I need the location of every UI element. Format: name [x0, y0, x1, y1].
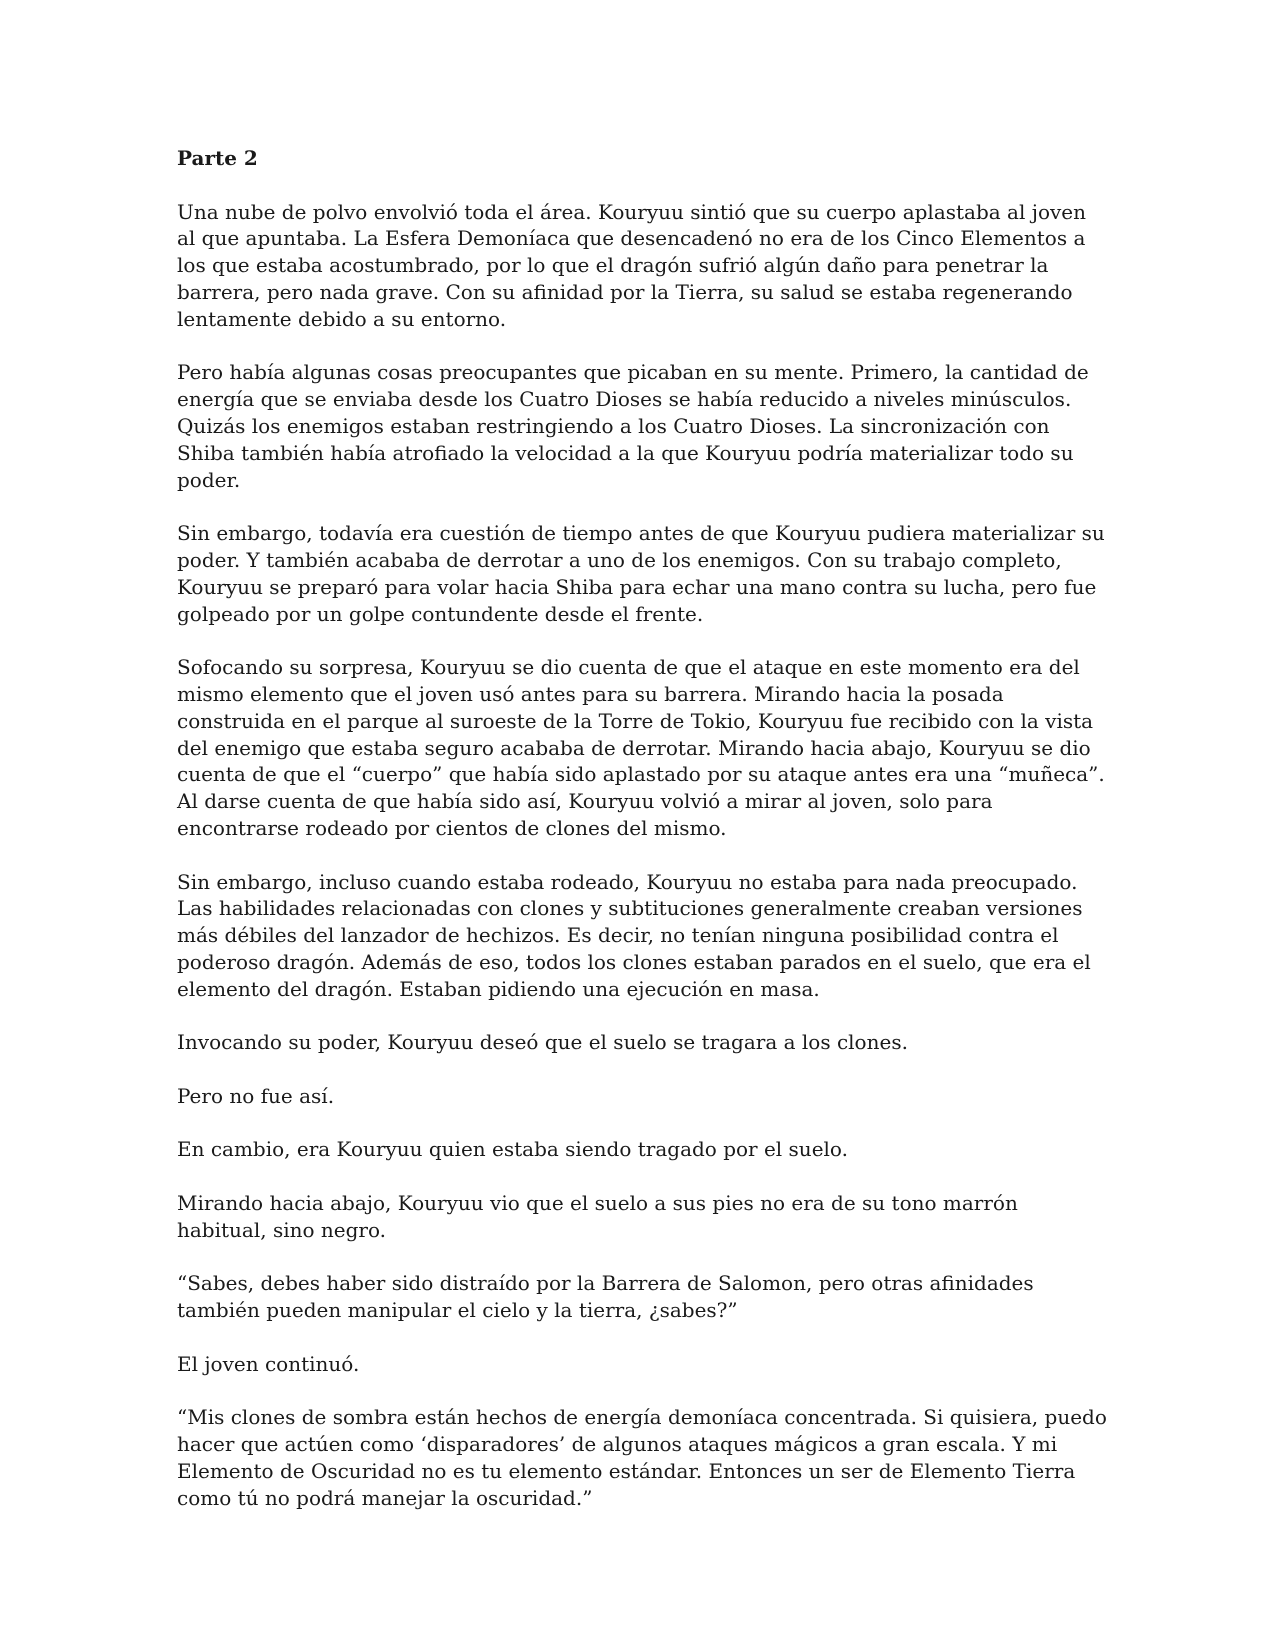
paragraph-1: Una nube de polvo envolvió toda el área. Kouryuu sintió que su cuerpo aplastaba al joven al que apuntaba. La Esfera Demoníaca que desencadenó no era de los Cinco Elementos a los que estaba acostumbrado, por lo que el dragón sufrió algún daño para penetrar la barrera, pero nada grave. Con su afinidad por la Tierra, su salud se estaba regenerando lentamente debido a su entorno.	[177, 199, 1086, 331]
paragraph-11: El joven continuó.	[177, 1351, 360, 1376]
paragraph-3: Sin embargo, todavía era cuestión de tiempo antes de que Kouryuu pudiera materializar su poder. Y también acababa de derrotar a uno de los enemigos. Con su trabajo completo, Kouryuu se preparó para volar hacia Shiba para echar una mano contra su lucha, pero fue golpeado por un golpe contundente desde el frente.	[177, 521, 1105, 626]
document-body	[177, 145, 1107, 1538]
paragraph-12: “Mis clones de sombra están hechos de energía demoníaca concentrada. Si quisiera, puedo hacer que actúen como ‘disparadores’ de algunos ataques mágicos a gran escala. Y mi Elemento de Oscuridad no es tu elemento estándar. Entonces un ser de Elemento Tierra como tú no podrá manejar la oscuridad.”	[177, 1405, 1107, 1510]
paragraph-9: Mirando hacia abajo, Kouryuu vio que el suelo a sus pies no era de su tono marrón habitual, sino negro.	[177, 1191, 1018, 1242]
section-heading: Parte 2	[177, 146, 258, 170]
paragraph-4: Sofocando su sorpresa, Kouryuu se dio cuenta de que el ataque en este momento era del mismo elemento que el joven usó antes para su barrera. Mirando hacia la posada construida en el parque al suroeste de la Torre de Tokio, Kouryuu fue recibido con la vista del enemigo que estaba seguro acababa de derrotar. Mirando hacia abajo, Kouryuu se dio cuenta de que el “cuerpo” que había sido aplastado por su ataque antes era una “muñeca”. Al darse cuenta de que había sido así, Kouryuu volvió a mirar al joven, solo para encontrarse rodeado por cientos de clones del mismo.	[177, 655, 1105, 840]
paragraph-7: Pero no fue así.	[177, 1083, 335, 1108]
paragraph-6: Invocando su poder, Kouryuu deseó que el suelo se tragara a los clones.	[177, 1030, 908, 1055]
paragraph-8: En cambio, era Kouryuu quien estaba siendo tragado por el suelo.	[177, 1137, 848, 1162]
paragraph-2: Pero había algunas cosas preocupantes que picaban en su mente. Primero, la cantidad de energía que se enviaba desde los Cuatro Dioses se había reducido a niveles minúsculos. Quizás los enemigos estaban restringiendo a los Cuatro Dioses. La sincronización con Shiba también había atrofiado la velocidad a la que Kouryuu podría materializar todo su poder.	[177, 360, 1089, 492]
paragraph-5: Sin embargo, incluso cuando estaba rodeado, Kouryuu no estaba para nada preocupado. Las habilidades relacionadas con clones y subtituciones generalmente creaban versiones más débiles del lanzador de hechizos. Es decir, no tenían ninguna posibilidad contra el poderoso dragón. Además de eso, todos los clones estaban parados en el suelo, que era el elemento del dragón. Estaban pidiendo una ejecución en masa.	[177, 869, 1091, 1001]
paragraph-10: “Sabes, debes haber sido distraído por la Barrera de Salomon, pero otras afinidades también pueden manipular el cielo y la tierra, ¿sabes?”	[177, 1271, 1034, 1323]
